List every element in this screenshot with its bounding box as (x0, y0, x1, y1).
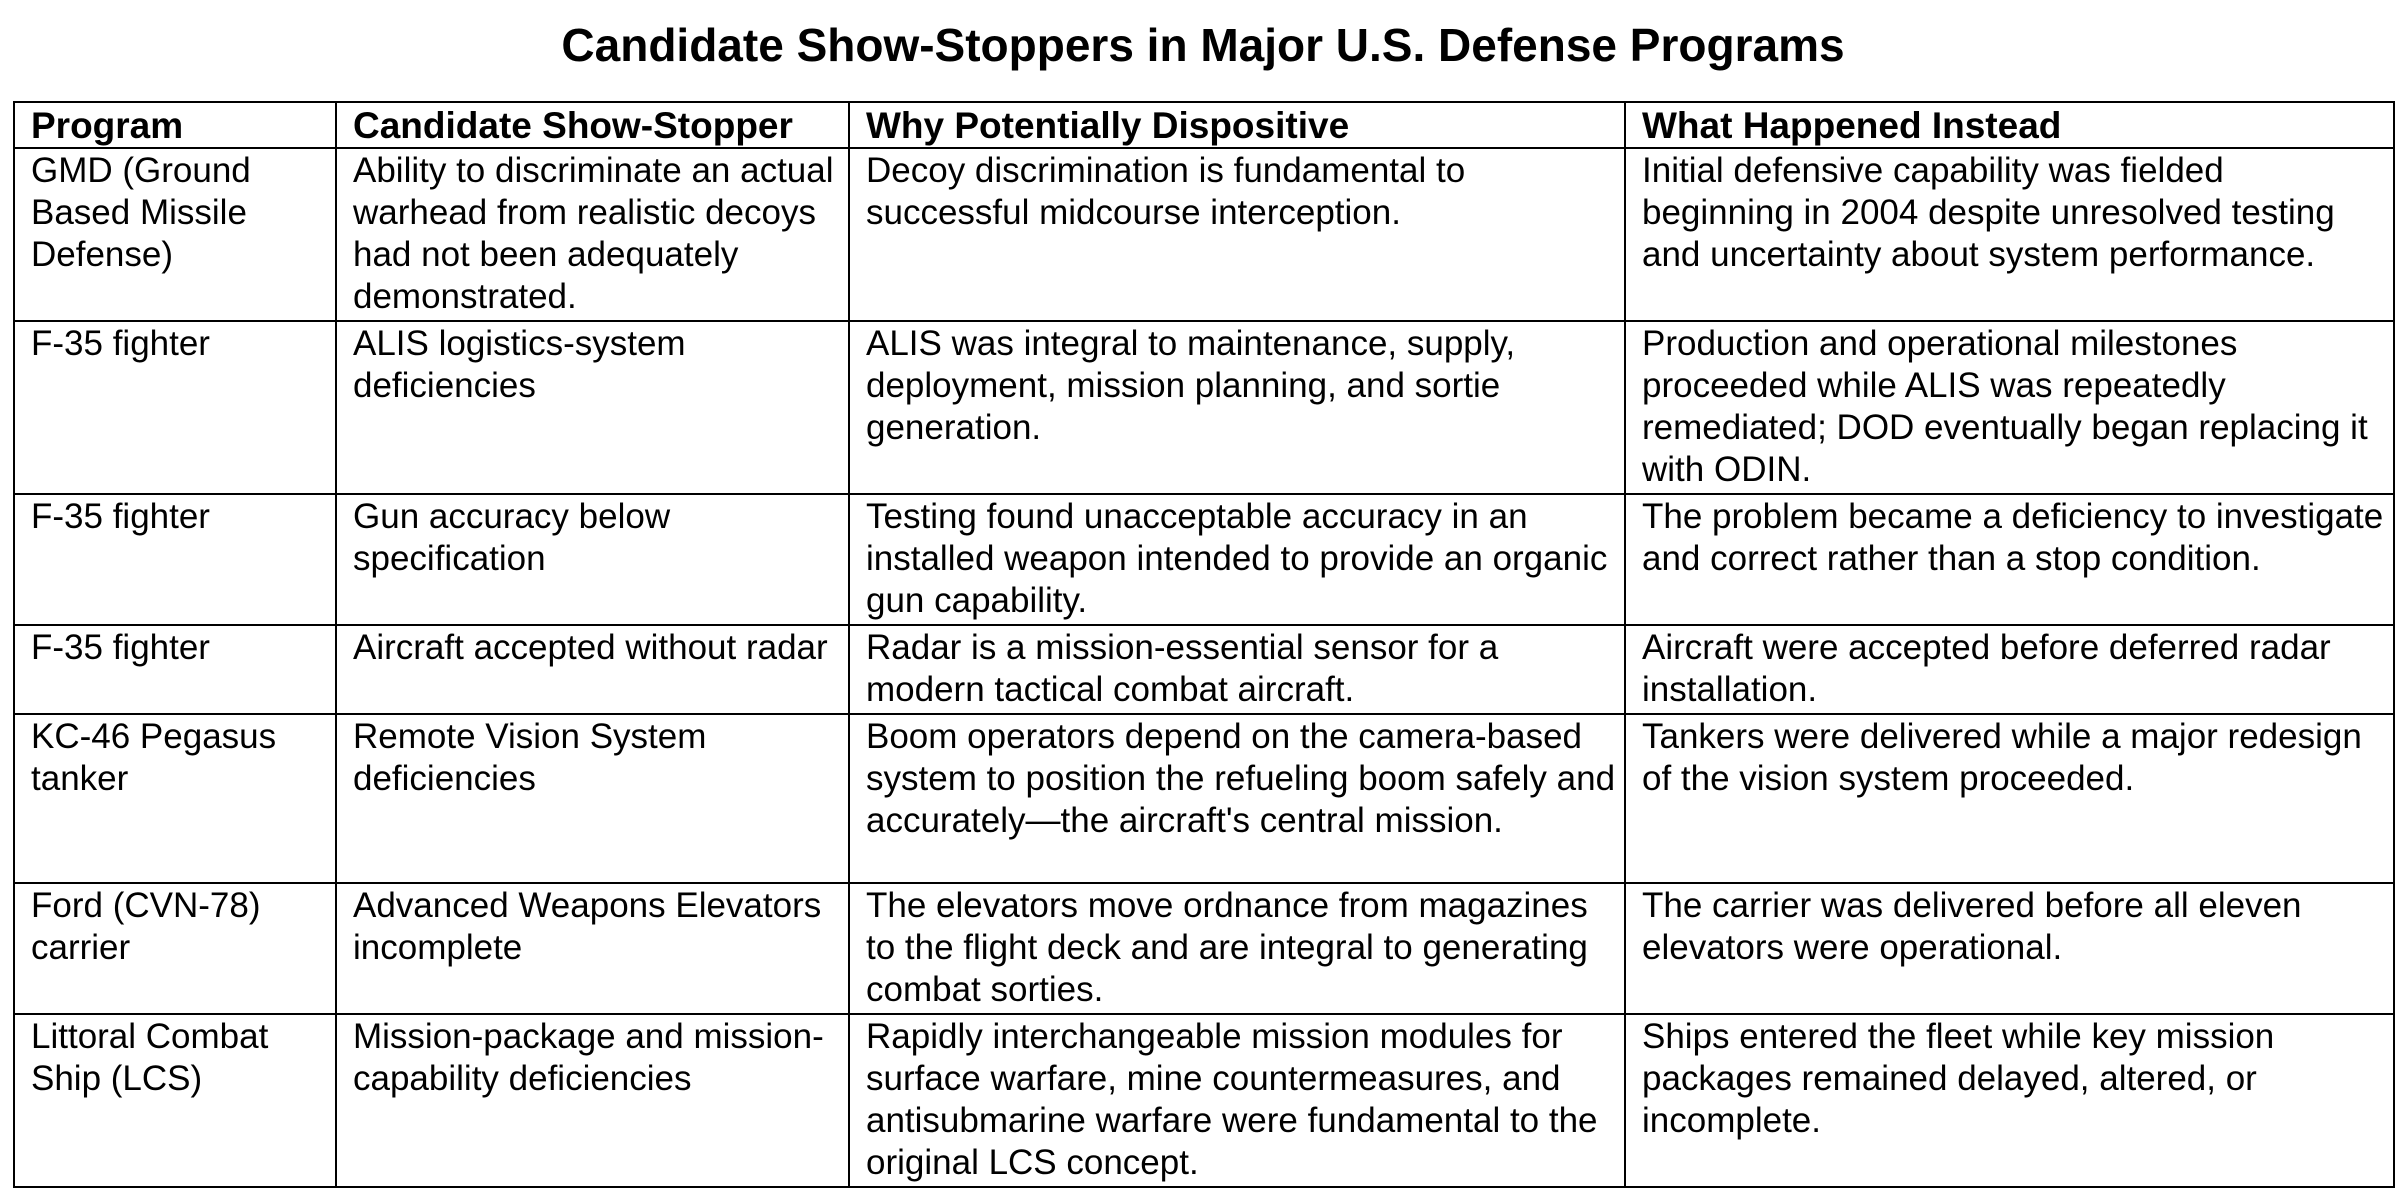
header-why-potentially-dispositive: Why Potentially Dispositive (849, 102, 1625, 148)
page-title: Candidate Show-Stoppers in Major U.S. Defense Programs (561, 19, 1845, 71)
header-row (14, 102, 2394, 148)
cell-why: ALIS was integral to maintenance, supply, deployment, mission planning, and sortie generation. (849, 321, 1625, 494)
cell-show-stopper: Ability to discriminate an actual warhead from realistic decoys had not been adequately demonstrated. (336, 148, 849, 321)
cell-program: KC-46 Pegasus tanker (14, 714, 336, 883)
cell-show-stopper: Advanced Weapons Elevators incomplete (336, 883, 849, 1014)
cell-instead: Initial defensive capability was fielded beginning in 2004 despite unresolved testing and uncertainty about system performance. (1625, 148, 2394, 321)
table-row (14, 714, 2394, 883)
cell-program: Littoral Combat Ship (LCS) (14, 1014, 336, 1187)
cell-instead: Ships entered the fleet while key mission packages remained delayed, altered, or incomplete. (1625, 1014, 2394, 1187)
table-row (14, 625, 2394, 714)
table-row (14, 148, 2394, 321)
header-what-happened-instead: What Happened Instead (1625, 102, 2394, 148)
cell-why: Boom operators depend on the camera-based system to position the refueling boom safely and accurately—the aircraft's central mission. (849, 714, 1625, 883)
cell-show-stopper: Aircraft accepted without radar (336, 625, 849, 714)
cell-instead: Tankers were delivered while a major redesign of the vision system proceeded. (1625, 714, 2394, 883)
cell-program: Ford (CVN-78) carrier (14, 883, 336, 1014)
cell-program: F-35 fighter (14, 625, 336, 714)
header-program: Program (14, 102, 336, 148)
cell-instead: The problem became a deficiency to investigate and correct rather than a stop condition. (1625, 494, 2394, 625)
cell-instead: Production and operational milestones proceeded while ALIS was repeatedly remediated; DOD eventually began replacing it with ODIN. (1625, 321, 2394, 494)
table-row (14, 494, 2394, 625)
cell-show-stopper: ALIS logistics-system deficiencies (336, 321, 849, 494)
cell-why: Decoy discrimination is fundamental to successful midcourse interception. (849, 148, 1625, 321)
cell-program: F-35 fighter (14, 494, 336, 625)
cell-why: Radar is a mission-essential sensor for a modern tactical combat aircraft. (849, 625, 1625, 714)
table-row (14, 883, 2394, 1014)
cell-program: GMD (Ground Based Missile Defense) (14, 148, 336, 321)
cell-instead: The carrier was delivered before all eleven elevators were operational. (1625, 883, 2394, 1014)
table-row (14, 1014, 2394, 1187)
cell-show-stopper: Mission-package and mission-capability deficiencies (336, 1014, 849, 1187)
show-stoppers-table (13, 101, 2395, 1188)
cell-show-stopper: Gun accuracy below specification (336, 494, 849, 625)
cell-why: Rapidly interchangeable mission modules for surface warfare, mine countermeasures, and antisubmarine warfare were fundamental to the original LCS concept. (849, 1014, 1625, 1187)
cell-instead: Aircraft were accepted before deferred radar installation. (1625, 625, 2394, 714)
cell-why: The elevators move ordnance from magazines to the flight deck and are integral to generating combat sorties. (849, 883, 1625, 1014)
cell-why: Testing found unacceptable accuracy in an installed weapon intended to provide an organic gun capability. (849, 494, 1625, 625)
cell-program: F-35 fighter (14, 321, 336, 494)
table-row (14, 321, 2394, 494)
cell-show-stopper: Remote Vision System deficiencies (336, 714, 849, 883)
header-candidate-show-stopper: Candidate Show-Stopper (336, 102, 849, 148)
